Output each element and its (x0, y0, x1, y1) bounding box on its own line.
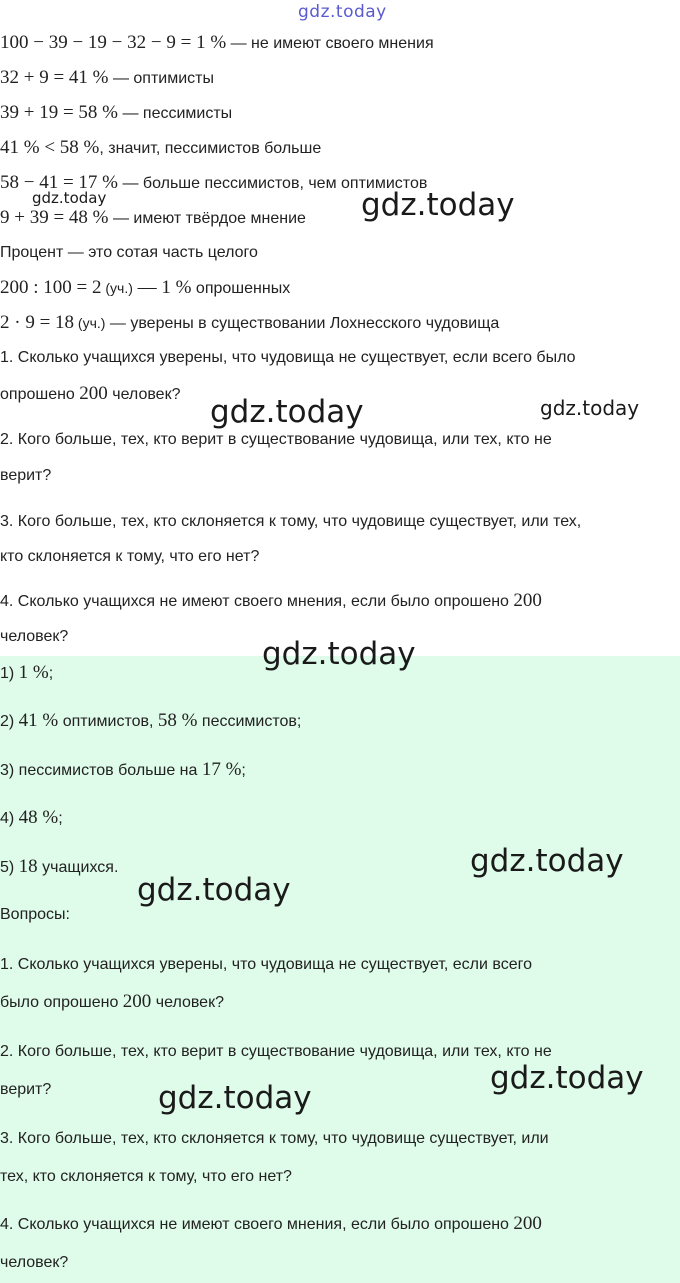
question-1-line-a: 1. Сколько учащихся уверены, что чудовища не существует, если всего было (0, 349, 576, 366)
bottom-question-1-line-b: было опрошено 200 человек? (0, 991, 224, 1012)
question-4-line-a: 4. Сколько учащихся не имеют своего мнения, если было опрошено 200 (0, 590, 542, 611)
watermark: gdz.today (540, 396, 640, 420)
watermark: gdz.today (361, 187, 515, 223)
solution-line-9: 2 · 9 = 18 (уч.) — уверены в существовании Лохнесского чудовища (0, 312, 500, 333)
bottom-question-3-line-a: 3. Кого больше, тех, кто склоняется к тому, что чудовище существует, или (0, 1130, 549, 1147)
solution-line-7: Процент — это сотая часть целого (0, 244, 258, 261)
answer-3: 3) пессимистов больше на 17 %; (0, 759, 246, 780)
watermark: gdz.today (137, 872, 291, 908)
answer-1: 1) 1 %; (0, 662, 54, 683)
solution-line-2: 32 + 9 = 41 % — оптимисты (0, 67, 214, 88)
solution-line-4: 41 % < 58 %, значит, пессимистов больше (0, 137, 322, 158)
solution-line-6: 9 + 39 = 48 % — имеют твёрдое мнение (0, 207, 306, 228)
solution-line-3: 39 + 19 = 58 % — пессимисты (0, 102, 233, 123)
answer-5: 5) 18 учащихся. (0, 856, 119, 877)
watermark: gdz.today (32, 189, 107, 207)
bottom-question-3-line-b: тех, кто склоняется к тому, что его нет? (0, 1168, 292, 1185)
watermark: gdz.today (158, 1080, 312, 1116)
question-4-line-b: человек? (0, 628, 69, 645)
watermark: gdz.today (210, 394, 364, 430)
solution-line-8: 200 : 100 = 2 (уч.) — 1 % опрошенных (0, 277, 291, 298)
answer-4: 4) 48 %; (0, 807, 63, 828)
question-3-line-b: кто склоняется к тому, что его нет? (0, 548, 260, 565)
watermark: gdz.today (490, 1060, 644, 1096)
bottom-question-2-line-b: верит? (0, 1081, 52, 1098)
bottom-question-2-line-a: 2. Кого больше, тех, кто верит в существование чудовища, или тех, кто не (0, 1043, 552, 1060)
questions-heading: Вопросы: (0, 906, 70, 923)
bottom-question-4-line-b: человек? (0, 1254, 69, 1271)
solution-line-5: 58 − 41 = 17 % — больше пессимистов, чем оптимистов (0, 172, 428, 193)
watermark: gdz.today (470, 843, 624, 879)
watermark: gdz.today (262, 636, 416, 672)
answer-2: 2) 41 % оптимистов, 58 % пессимистов; (0, 710, 302, 731)
question-2-line-b: верит? (0, 467, 52, 484)
question-3-line-a: 3. Кого больше, тех, кто склоняется к тому, что чудовище существует, или тех, (0, 513, 582, 530)
bottom-question-1-line-a: 1. Сколько учащихся уверены, что чудовища не существует, если всего (0, 956, 532, 973)
bottom-question-4-line-a: 4. Сколько учащихся не имеют своего мнения, если было опрошено 200 (0, 1213, 542, 1234)
solution-line-1: 100 − 39 − 19 − 32 − 9 = 1 % — не имеют своего мнения (0, 32, 434, 53)
watermark: gdz.today (298, 2, 387, 22)
question-1-line-b: опрошено 200 человек? (0, 383, 181, 404)
question-2-line-a: 2. Кого больше, тех, кто верит в существование чудовища, или тех, кто не (0, 431, 552, 448)
